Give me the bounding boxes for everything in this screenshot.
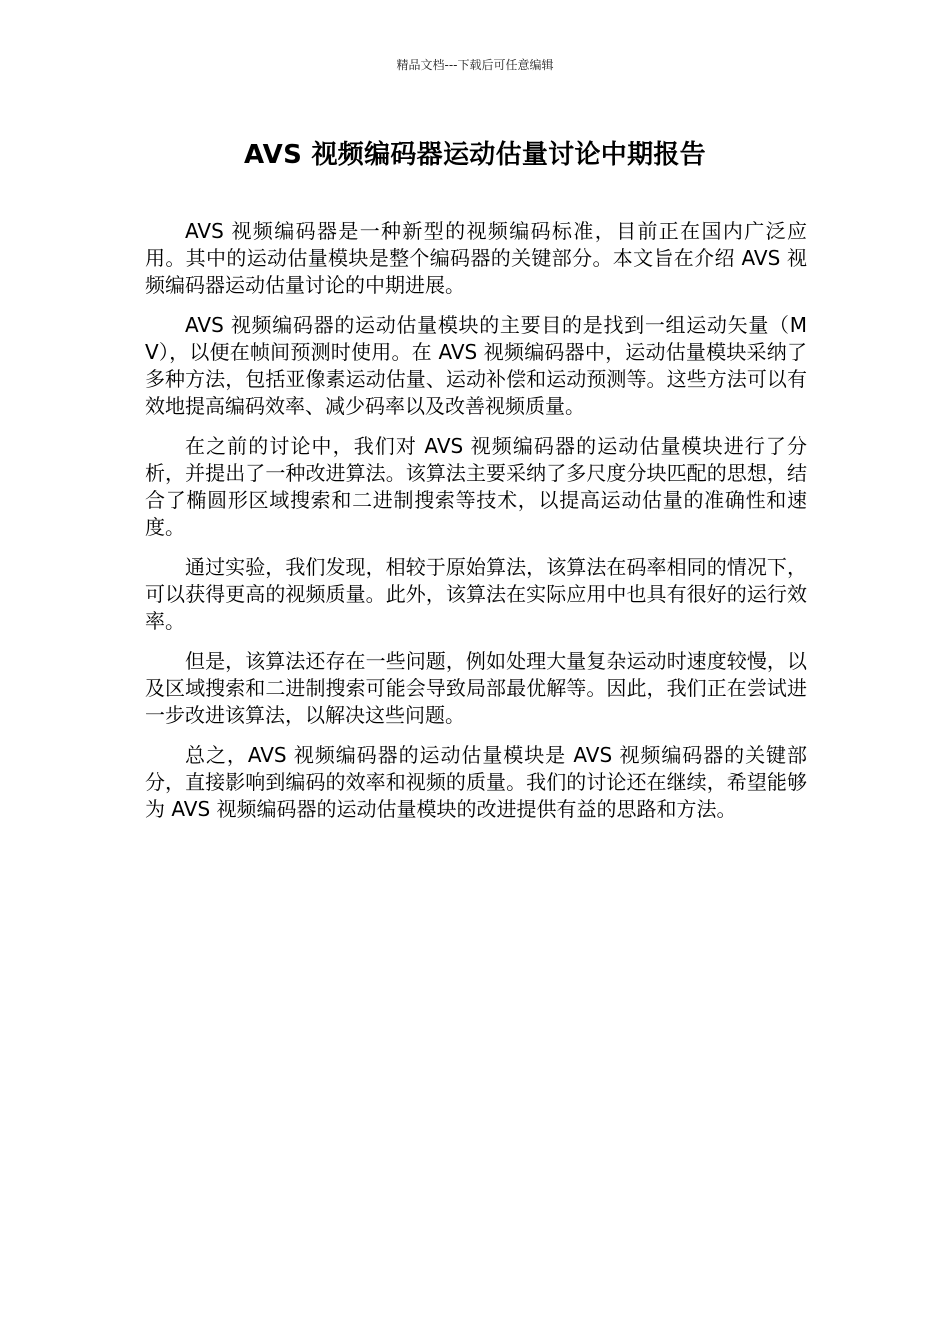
paragraph-intro: AVS 视频编码器是一种新型的视频编码标准，目前正在国内广泛应用。其中的运动估量模块是整个编码器的关键部分。本文旨在介绍 AVS 视频编码器运动估量讨论的中期进展。 (145, 219, 807, 297)
paragraph-open-issues: 但是，该算法还存在一些问题，例如处理大量复杂运动时速度较慢，以及区域搜索和二进制搜索可能会导致局部最优解等。因此，我们正在尝试进一步改进该算法，以解决这些问题。 (145, 649, 807, 727)
paragraph-motion-estimation-module: AVS 视频编码器的运动估量模块的主要目的是找到一组运动矢量（MV），以便在帧间预测时使用。在 AVS 视频编码器中，运动估量模块采纳了多种方法，包括亚像素运动估量、运动补偿和运动预测等。这些方法可以有效地提高编码效率、减少码率以及改善视频质量。 (145, 313, 807, 418)
paragraph-experiment-results: 通过实验，我们发现，相较于原始算法，该算法在码率相同的情况下，可以获得更高的视频质量。此外，该算法在实际应用中也具有很好的运行效率。 (145, 555, 807, 633)
paragraph-conclusion: 总之，AVS 视频编码器的运动估量模块是 AVS 视频编码器的关键部分，直接影响到编码的效率和视频的质量。我们的讨论还在继续，希望能够为 AVS 视频编码器的运动估量模块的改进提供有益的思路和方法。 (145, 743, 807, 821)
page-header: 精品文档---下载后可任意编辑 (396, 58, 554, 72)
document-title: AVS 视频编码器运动估量讨论中期报告 (244, 140, 706, 170)
paragraph-improved-algorithm: 在之前的讨论中，我们对 AVS 视频编码器的运动估量模块进行了分析，并提出了一种改进算法。该算法主要采纳了多尺度分块匹配的思想，结合了椭圆形区域搜索和二进制搜索等技术，以提高运动估量的准确性和速度。 (145, 434, 807, 539)
document-body (145, 218, 807, 836)
